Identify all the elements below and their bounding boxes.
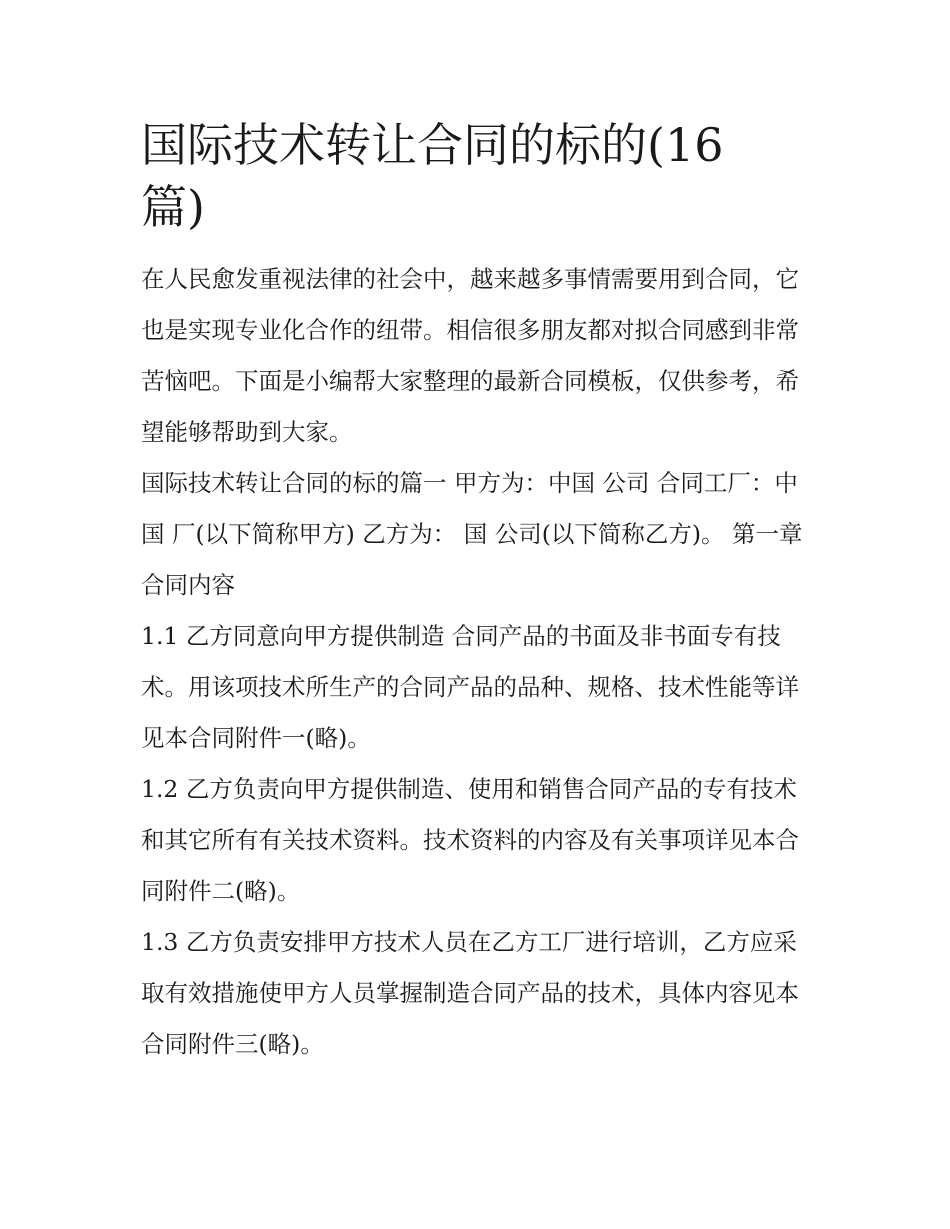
document-page xyxy=(141,114,813,1070)
document-body xyxy=(141,254,813,1070)
paragraph-intro: 在人民愈发重视法律的社会中，越来越多事情需要用到合同，它也是实现专业化合作的纽带。相信很多朋友都对拟合同感到非常苦恼吧。下面是小编帮大家整理的最新合同模板，仅供参考，希望能够帮助到大家。 xyxy=(141,265,799,446)
clause-1-1: 1.1 乙方同意向甲方提供制造 合同产品的书面及非书面专有技术。用该项技术所生产的合同产品的品种、规格、技术性能等详见本合同附件一(略)。 xyxy=(141,622,799,752)
clause-1-3: 1.3 乙方负责安排甲方技术人员在乙方工厂进行培训，乙方应采取有效措施使甲方人员掌握制造合同产品的技术，具体内容见本合同附件三(略)。 xyxy=(141,928,799,1058)
document-title: 国际技术转让合同的标的(16篇) xyxy=(141,118,724,234)
paragraph-parties: 国际技术转让合同的标的篇一 甲方为：中国 公司 合同工厂：中国 厂(以下简称甲方) 乙方为： 国 公司(以下简称乙方)。 第一章合同内容 xyxy=(141,469,803,599)
clause-1-2: 1.2 乙方负责向甲方提供制造、使用和销售合同产品的专有技术和其它所有有关技术资料。技术资料的内容及有关事项详见本合同附件二(略)。 xyxy=(141,775,799,905)
